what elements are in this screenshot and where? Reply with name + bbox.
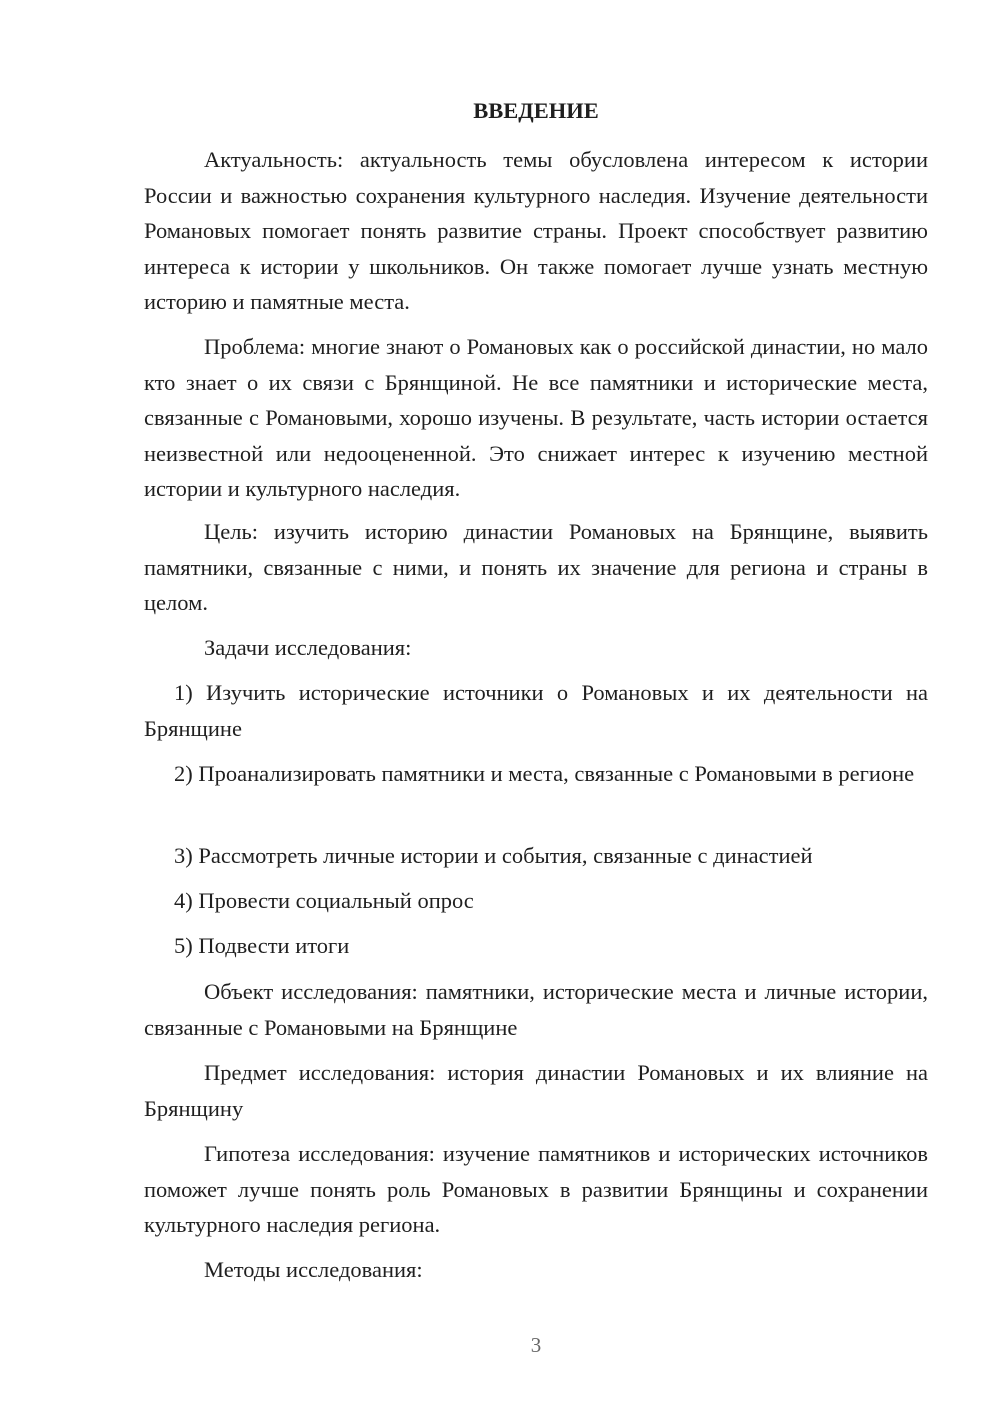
hypothesis-paragraph: Гипотеза исследования: изучение памятников и исторических источников поможет лучше понять роль Романовых в развитии Брянщины и сохранении культурного наследия региона. bbox=[144, 1141, 928, 1237]
subject-paragraph: Предмет исследования: история династии Романовых и их влияние на Брянщину bbox=[144, 1060, 928, 1121]
methods-heading: Методы исследования: bbox=[204, 1257, 423, 1282]
task-item-1: 1) Изучить исторические источники о Романовых и их деятельности на Брянщине bbox=[144, 680, 928, 741]
task-item-3: 3) Рассмотреть личные истории и события, связанные с династией bbox=[174, 843, 813, 868]
task-item-4: 4) Провести социальный опрос bbox=[174, 888, 474, 913]
tasks-heading: Задачи исследования: bbox=[204, 635, 412, 660]
task-item-5: 5) Подвести итоги bbox=[174, 933, 350, 958]
task-item-2: 2) Проанализировать памятники и места, связанные с Романовыми в регионе bbox=[174, 761, 915, 786]
relevance-paragraph: Актуальность: актуальность темы обусловлена интересом к истории России и важностью сохранения культурного наследия. Изучение деятельности Романовых помогает понять развитие страны. Проект способствует развитию интереса к истории у школьников. Он также помогает лучше узнать местную историю и памятные места. bbox=[144, 147, 928, 314]
page-title: ВВЕДЕНИЕ bbox=[473, 98, 599, 123]
page-number: 3 bbox=[530, 1333, 542, 1357]
goal-paragraph: Цель: изучить историю династии Романовых на Брянщине, выявить памятники, связанные с ними, и понять их значение для региона и страны в целом. bbox=[144, 519, 928, 615]
problem-paragraph: Проблема: многие знают о Романовых как о российской династии, но мало кто знает о их связи с Брянщиной. Не все памятники и исторические места, связанные с Романовыми, хорошо изучены. В результате, часть истории остается неизвестной или недооцененной. Это снижает интерес к изучению местной истории и культурного наследия. bbox=[144, 334, 928, 501]
object-paragraph: Объект исследования: памятники, исторические места и личные истории, связанные с Романовыми на Брянщине bbox=[144, 979, 928, 1040]
